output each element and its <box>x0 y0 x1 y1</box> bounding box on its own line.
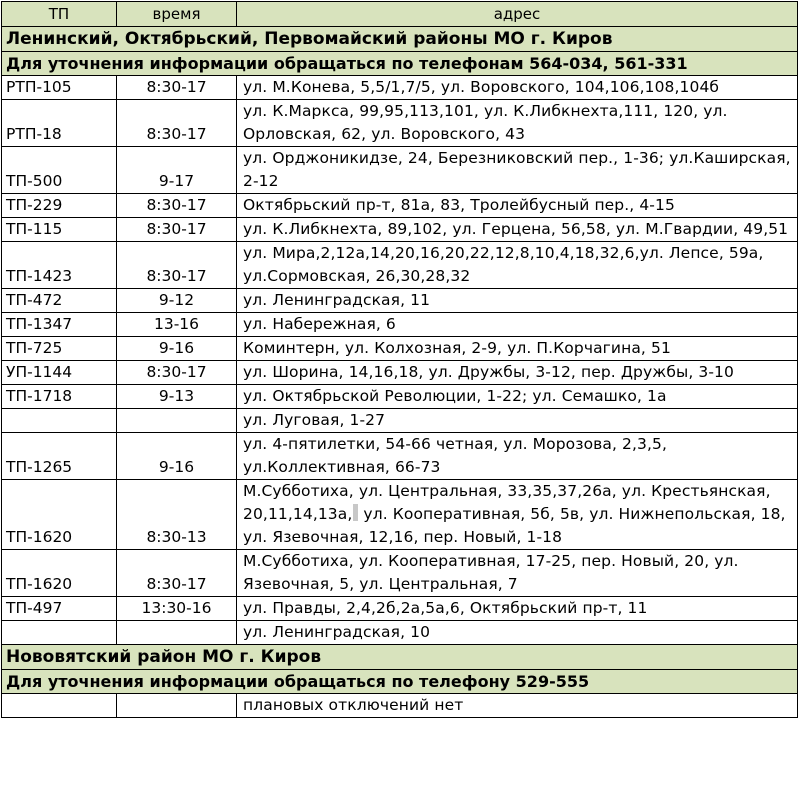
cell-time: 8:30-17 <box>117 242 237 289</box>
cell-address: плановых отключений нет <box>237 694 798 718</box>
cell-address: ул. М.Конева, 5,5/1,7/5, ул. Воровского, 104,106,108,104б <box>237 76 798 100</box>
cell-tp: РТП-18 <box>2 100 117 147</box>
cell-time: 8:30-17 <box>117 76 237 100</box>
cell-tp: ТП-500 <box>2 147 117 194</box>
column-header-tp: ТП <box>2 2 117 27</box>
cell-address: М.Субботиха, ул. Кооперативная, 17-25, пер. Новый, 20, ул. Язевочная, 5, ул. Центральная, 7 <box>237 550 798 597</box>
cell-time: 8:30-17 <box>117 550 237 597</box>
address-part: М.Субботиха, ул. Центральная, 33,35,37,26а, ул. Крестьянская, 20,11,14,13а, <box>243 482 771 523</box>
section-title: Ленинский, Октябрьский, Первомайский районы МО г. Киров <box>2 27 798 52</box>
cell-time: 8:30-17 <box>117 218 237 242</box>
table-row <box>2 76 798 100</box>
cell-tp: ТП-115 <box>2 218 117 242</box>
cell-address: ул. К.Либкнехта, 89,102, ул. Герцена, 56,58, ул. М.Гвардии, 49,51 <box>237 218 798 242</box>
section-note: Для уточнения информации обращаться по телефону 529-555 <box>2 670 798 694</box>
cell-tp <box>2 409 117 433</box>
table-row <box>2 289 798 313</box>
cell-time <box>117 621 237 645</box>
section-note: Для уточнения информации обращаться по телефонам 564-034, 561-331 <box>2 52 798 76</box>
cell-time <box>117 694 237 718</box>
column-header-time: время <box>117 2 237 27</box>
table-row <box>2 550 798 597</box>
table-row <box>2 433 798 480</box>
cell-address: Октябрьский пр-т, 81а, 83, Тролейбусный пер., 4-15 <box>237 194 798 218</box>
cell-time: 8:30-17 <box>117 194 237 218</box>
cell-tp: ТП-497 <box>2 597 117 621</box>
header-row <box>2 2 798 27</box>
cell-address: ул. 4-пятилетки, 54-66 четная, ул. Морозова, 2,3,5, ул.Коллективная, 66-73 <box>237 433 798 480</box>
cell-tp: ТП-725 <box>2 337 117 361</box>
cell-time: 9-13 <box>117 385 237 409</box>
cell-time: 13-16 <box>117 313 237 337</box>
cell-address: ул. Шорина, 14,16,18, ул. Дружбы, 3-12, пер. Дружбы, 3-10 <box>237 361 798 385</box>
table-row <box>2 361 798 385</box>
cell-tp: ТП-1265 <box>2 433 117 480</box>
cell-tp: ТП-1718 <box>2 385 117 409</box>
cell-time: 9-17 <box>117 147 237 194</box>
section-note-row <box>2 670 798 694</box>
cell-address: ул. Набережная, 6 <box>237 313 798 337</box>
cell-time: 9-16 <box>117 433 237 480</box>
table-row <box>2 194 798 218</box>
section-note-row <box>2 52 798 76</box>
cell-tp: ТП-1423 <box>2 242 117 289</box>
cell-time: 8:30-17 <box>117 100 237 147</box>
cell-address: ул. Ленинградская, 11 <box>237 289 798 313</box>
cell-time: 8:30-17 <box>117 361 237 385</box>
table-row <box>2 100 798 147</box>
table-row <box>2 385 798 409</box>
outage-table <box>1 1 798 718</box>
table-row <box>2 242 798 289</box>
table-row <box>2 313 798 337</box>
cell-tp: ТП-229 <box>2 194 117 218</box>
cell-address: ул. Правды, 2,4,2б,2а,5а,6, Октябрьский пр-т, 11 <box>237 597 798 621</box>
cell-tp: УП-1144 <box>2 361 117 385</box>
address-part: ул. Кооперативная, 5б, 5в, ул. Нижнепольская, 18, ул. Язевочная, 12,16, пер. Новый, 1-18 <box>243 505 786 546</box>
cell-tp <box>2 694 117 718</box>
section-title-row <box>2 27 798 52</box>
column-header-address: адрес <box>237 2 798 27</box>
table-row <box>2 147 798 194</box>
table-row <box>2 218 798 242</box>
cell-time: 9-12 <box>117 289 237 313</box>
cell-address <box>237 480 798 550</box>
cell-address: Коминтерн, ул. Колхозная, 2-9, ул. П.Корчагина, 51 <box>237 337 798 361</box>
cell-address: ул. Луговая, 1-27 <box>237 409 798 433</box>
cell-tp: ТП-1620 <box>2 550 117 597</box>
cell-tp: ТП-1620 <box>2 480 117 550</box>
cell-time: 8:30-13 <box>117 480 237 550</box>
table-row <box>2 597 798 621</box>
cell-tp <box>2 621 117 645</box>
cell-time: 9-16 <box>117 337 237 361</box>
cell-address: ул. Октябрьской Революции, 1-22; ул. Семашко, 1а <box>237 385 798 409</box>
cell-tp: РТП-105 <box>2 76 117 100</box>
section-title: Нововятский район МО г. Киров <box>2 645 798 670</box>
cell-tp: ТП-472 <box>2 289 117 313</box>
table-row <box>2 621 798 645</box>
cell-address: ул. Ленинградская, 10 <box>237 621 798 645</box>
cell-time: 13:30-16 <box>117 597 237 621</box>
table-row <box>2 694 798 718</box>
table-row <box>2 409 798 433</box>
table-row <box>2 337 798 361</box>
cell-time <box>117 409 237 433</box>
cell-tp: ТП-1347 <box>2 313 117 337</box>
table-row <box>2 480 798 550</box>
cell-address: ул. Мира,2,12а,14,20,16,20,22,12,8,10,4,18,32,6,ул. Лепсе, 59а, ул.Сормовская, 26,30,28,32 <box>237 242 798 289</box>
cell-address: ул. К.Маркса, 99,95,113,101, ул. К.Либкнехта,111, 120, ул. Орловская, 62, ул. Воровского, 43 <box>237 100 798 147</box>
cell-address: ул. Орджоникидзе, 24, Березниковский пер., 1-36; ул.Каширская, 2-12 <box>237 147 798 194</box>
section-title-row <box>2 645 798 670</box>
